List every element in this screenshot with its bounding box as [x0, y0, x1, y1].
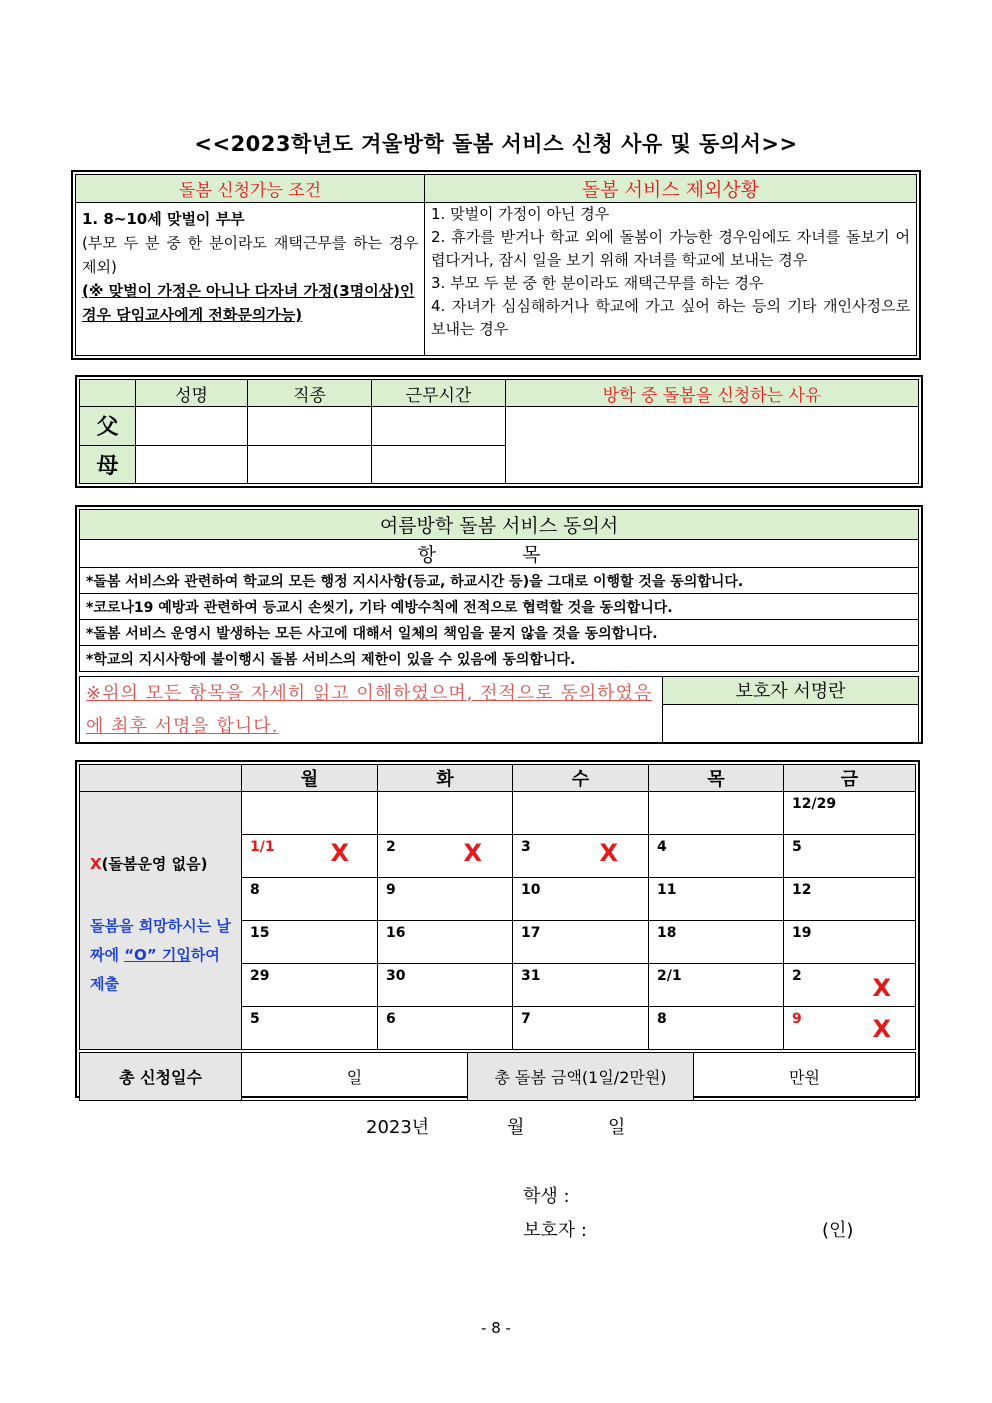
date-cell[interactable] — [784, 1007, 916, 1050]
date-cell[interactable] — [649, 921, 784, 964]
day-header-thu: 목 — [649, 765, 784, 792]
date-cell[interactable] — [649, 792, 784, 835]
parents-section — [75, 375, 923, 488]
date-label: 5 — [792, 839, 802, 855]
date-label: 5 — [250, 1011, 260, 1027]
page-title: <<2023학년도 겨울방학 돌봄 서비스 신청 사유 및 동의서>> — [194, 132, 798, 156]
date-label: 7 — [521, 1011, 531, 1027]
mother-hours-field[interactable] — [372, 445, 506, 484]
col-job: 직종 — [248, 380, 372, 407]
col-hours: 근무시간 — [372, 380, 506, 407]
date-label: 2/1 — [657, 968, 682, 984]
date-cell[interactable] — [378, 921, 513, 964]
date-cell[interactable] — [242, 1007, 378, 1050]
date-day: 일 — [608, 1117, 626, 1138]
page-number: - 8 - — [481, 1319, 511, 1337]
date-cell[interactable] — [649, 878, 784, 921]
excluded-item: 1. 맞벌이 가정이 아닌 경우 — [431, 205, 610, 223]
agreement-item: *돌봄 서비스와 관련하여 학교의 모든 행정 지시사항(등교, 하교시간 등)을 그대로 이행할 것을 동의합니다. — [80, 568, 919, 594]
date-label: 1/1 — [250, 839, 275, 855]
date-label: 17 — [521, 925, 541, 941]
father-hours-field[interactable] — [372, 407, 506, 446]
no-service-mark: X — [872, 974, 891, 1002]
date-label: 11 — [657, 882, 677, 898]
total-amount-unit: 만원 — [789, 1068, 820, 1087]
date-cell[interactable] — [784, 835, 916, 878]
father-label: 父 — [80, 407, 136, 446]
date-cell[interactable] — [242, 964, 378, 1007]
total-days-field[interactable] — [242, 1053, 468, 1101]
date-cell[interactable] — [378, 792, 513, 835]
mother-label: 母 — [80, 445, 136, 484]
date-cell[interactable] — [242, 835, 378, 878]
date-cell[interactable] — [649, 964, 784, 1007]
agreement-item: *학교의 지시사항에 불이행시 돌봄 서비스의 제한이 있을 수 있음에 동의합니다. — [80, 646, 919, 672]
no-service-mark: X — [872, 1015, 891, 1043]
date-cell[interactable] — [513, 792, 649, 835]
total-amount-field[interactable] — [694, 1053, 916, 1101]
signature-label: 보호자 서명란 — [663, 677, 919, 705]
date-cell[interactable] — [513, 878, 649, 921]
seal-mark: (인) — [822, 1220, 854, 1241]
eligible-condition-1: 1. 8~10세 맞벌이 부부 — [82, 210, 245, 228]
col-name: 성명 — [136, 380, 248, 407]
date-cell[interactable] — [378, 964, 513, 1007]
no-service-mark: X — [330, 839, 349, 867]
calendar-legend — [80, 792, 242, 1050]
date-label: 16 — [386, 925, 406, 941]
guardian-label: 보호자 : — [523, 1220, 587, 1241]
father-job-field[interactable] — [248, 407, 372, 446]
corner-cell — [80, 380, 136, 407]
legend-instruction: 돌봄을 희망하시는 날짜에 “O” 기입하여 제출 — [90, 917, 231, 993]
total-days-label: 총 신청일수 — [80, 1053, 242, 1101]
calendar-corner — [80, 765, 242, 792]
date-label: 15 — [250, 925, 270, 941]
day-header-fri: 금 — [784, 765, 916, 792]
eligible-header: 돌봄 신청가능 조건 — [76, 175, 425, 203]
date-label: 12 — [792, 882, 812, 898]
date-label: 6 — [386, 1011, 396, 1027]
date-cell[interactable] — [513, 964, 649, 1007]
date-label: 30 — [386, 968, 406, 984]
date-cell[interactable] — [649, 1007, 784, 1050]
mother-name-field[interactable] — [136, 445, 248, 484]
date-label: 8 — [657, 1011, 667, 1027]
excluded-header: 돌봄 서비스 제외상황 — [425, 175, 917, 203]
eligible-condition-3: (※ 맞벌이 가정은 아니나 다자녀 가정(3명이상)인 경우 담임교사에게 전화문의가능) — [82, 282, 415, 324]
date-cell[interactable] — [513, 921, 649, 964]
date-cell[interactable] — [649, 835, 784, 878]
date-label: 10 — [521, 882, 541, 898]
calendar-section — [75, 760, 920, 1098]
date-cell[interactable] — [242, 878, 378, 921]
date-label: 2 — [386, 839, 396, 855]
date-label: 4 — [657, 839, 667, 855]
eligible-condition-2: (부모 두 분 중 한 분이라도 재택근무를 하는 경우 제외) — [82, 234, 418, 276]
excluded-cell — [425, 203, 917, 356]
date-label: 18 — [657, 925, 677, 941]
excluded-item: 4. 자녀가 심심해하거나 학교에 가고 싶어 하는 등의 기타 개인사정으로 보내는 경우 — [431, 297, 910, 338]
father-name-field[interactable] — [136, 407, 248, 446]
reason-field[interactable] — [506, 407, 919, 484]
date-cell[interactable] — [513, 835, 649, 878]
no-service-mark: X — [599, 839, 618, 867]
no-service-mark: X — [463, 839, 482, 867]
date-label: 9 — [792, 1011, 802, 1027]
date-label: 3 — [521, 839, 531, 855]
signature-field[interactable] — [663, 704, 919, 743]
date-cell[interactable] — [242, 792, 378, 835]
date-cell[interactable] — [378, 1007, 513, 1050]
legend-x-mark: X — [90, 855, 102, 873]
excluded-item: 2. 휴가를 받거나 학교 외에 돌봄이 가능한 경우임에도 자녀를 돌보기 어렵다거나, 잠시 일을 보기 위해 자녀를 학교에 보내는 경우 — [431, 228, 910, 269]
date-label: 12/29 — [792, 796, 837, 812]
date-label: 31 — [521, 968, 541, 984]
day-header-mon: 월 — [242, 765, 378, 792]
day-header-tue: 화 — [378, 765, 513, 792]
date-cell[interactable] — [378, 878, 513, 921]
agreement-section — [75, 505, 923, 744]
conditions-section — [71, 170, 921, 360]
agreement-item: *돌봄 서비스 운영시 발생하는 모든 사고에 대해서 일체의 책임을 묻지 않을 것을 동의합니다. — [80, 620, 919, 646]
total-amount-label: 총 돌봄 금액(1일/2만원) — [468, 1053, 694, 1101]
student-label: 학생 : — [523, 1186, 570, 1207]
date-cell[interactable] — [784, 878, 916, 921]
date-label: 19 — [792, 925, 812, 941]
eligible-cell — [76, 203, 425, 356]
date-label: 8 — [250, 882, 260, 898]
date-cell[interactable] — [784, 921, 916, 964]
date-label: 2 — [792, 968, 802, 984]
legend-no-service: X(돌봄운영 없음) — [90, 855, 208, 873]
agreement-header: 여름방학 돌봄 서비스 동의서 — [80, 510, 919, 540]
date-cell[interactable] — [513, 1007, 649, 1050]
mother-job-field[interactable] — [248, 445, 372, 484]
date-label: 9 — [386, 882, 396, 898]
agreement-note: ※위의 모든 항목을 자세히 읽고 이해하였으며, 전적으로 동의하였음에 최후 서명을 합니다. — [80, 677, 663, 744]
date-cell[interactable] — [242, 921, 378, 964]
items-header: 항 목 — [80, 540, 919, 568]
date-year: 2023년 — [366, 1117, 430, 1138]
date-cell[interactable] — [378, 835, 513, 878]
date-label: 29 — [250, 968, 270, 984]
total-days-unit: 일 — [346, 1068, 363, 1087]
col-reason: 방학 중 돌봄을 신청하는 사유 — [506, 380, 919, 407]
date-cell[interactable] — [784, 964, 916, 1007]
date-cell[interactable] — [784, 792, 916, 835]
excluded-item: 3. 부모 두 분 중 한 분이라도 재택근무를 하는 경우 — [431, 274, 764, 292]
agreement-item: *코로나19 예방과 관련하여 등교시 손씻기, 기타 예방수칙에 전적으로 협력할 것을 동의합니다. — [80, 594, 919, 620]
day-header-wed: 수 — [513, 765, 649, 792]
date-month: 월 — [507, 1117, 525, 1138]
